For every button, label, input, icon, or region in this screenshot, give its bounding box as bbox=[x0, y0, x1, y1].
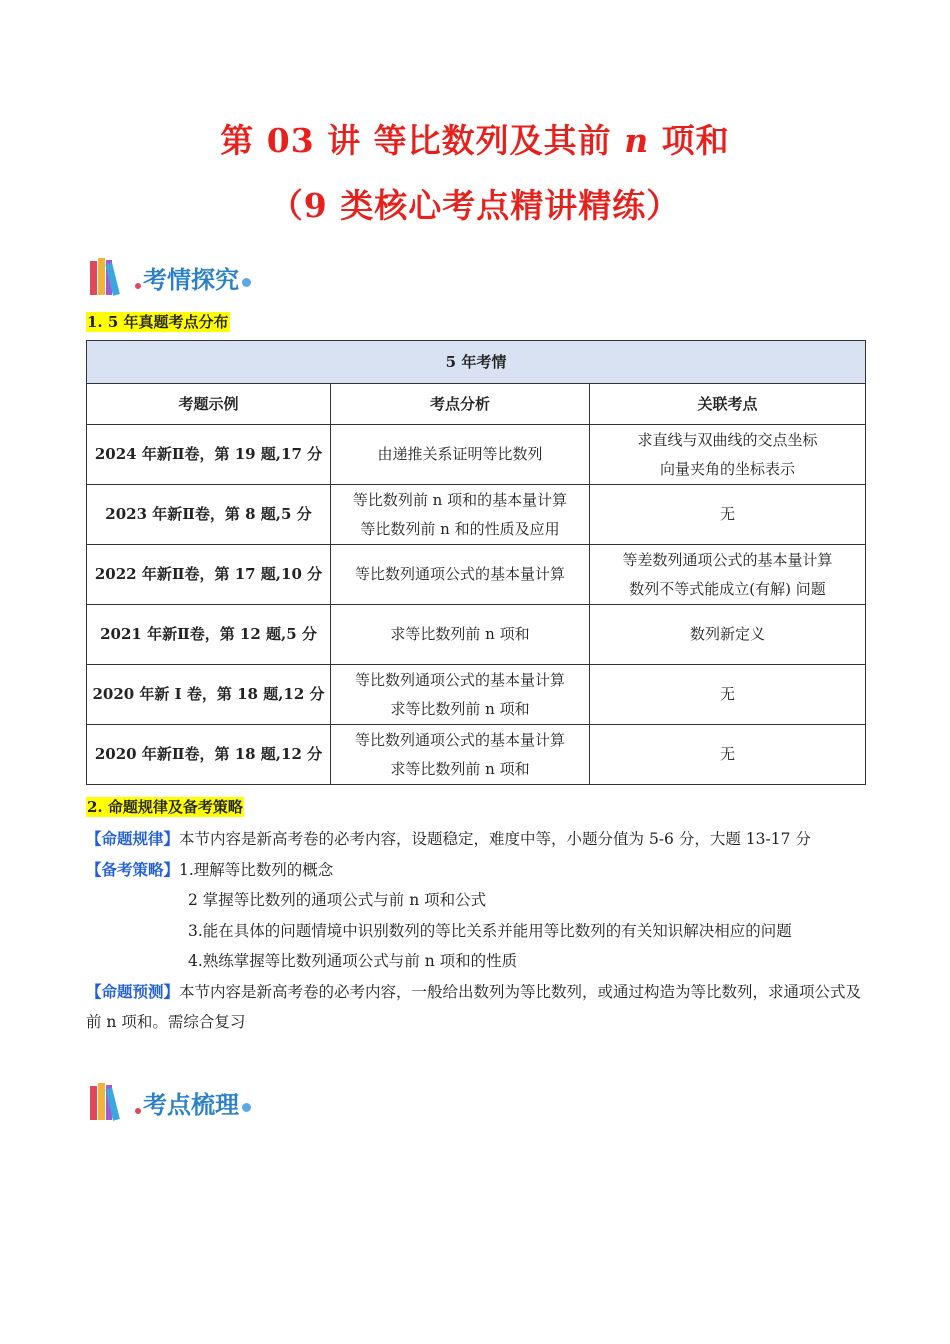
strategy-paragraph: 【备考策略】1.理解等比数列的概念 bbox=[86, 860, 334, 879]
table-cell: 等差数列通项公式的基本量计算 数列不等式能成立(有解) 问题 bbox=[590, 545, 866, 605]
page-title: 第 03 讲 等比数列及其前 n 项和 bbox=[220, 121, 730, 160]
table-cell: 2022 年新Ⅱ卷，第 17 题,10 分 bbox=[87, 545, 331, 605]
table-cell: 数列新定义 bbox=[590, 605, 866, 665]
banner-title: 考点梳理 bbox=[143, 1091, 239, 1119]
dot-icon bbox=[242, 278, 251, 287]
dot-icon bbox=[135, 1108, 141, 1114]
table-cell: 由递推关系证明等比数列 bbox=[331, 425, 590, 485]
table-cell: 无 bbox=[590, 485, 866, 545]
table-row bbox=[87, 725, 866, 785]
table-cell: 等比数列通项公式的基本量计算 求等比数列前 n 项和 bbox=[331, 665, 590, 725]
table-cell: 2024 年新Ⅱ卷，第 19 题,17 分 bbox=[87, 425, 331, 485]
section-heading-1: 1. 5 年真题考点分布 bbox=[87, 313, 229, 331]
table-row bbox=[87, 605, 866, 665]
table-cell: 2021 年新Ⅱ卷，第 12 题,5 分 bbox=[87, 605, 331, 665]
table-cell: 等比数列前 n 项和的基本量计算 等比数列前 n 和的性质及应用 bbox=[331, 485, 590, 545]
section-banner-exam-analysis bbox=[88, 253, 251, 297]
books-icon bbox=[88, 1080, 134, 1122]
table-row bbox=[87, 545, 866, 605]
table-cell: 等比数列通项公式的基本量计算 求等比数列前 n 项和 bbox=[331, 725, 590, 785]
table-cell: 求等比数列前 n 项和 bbox=[331, 605, 590, 665]
dot-icon bbox=[135, 283, 141, 289]
table-cell: 2020 年新Ⅱ卷，第 18 题,12 分 bbox=[87, 725, 331, 785]
section-heading-2: 2. 命题规律及备考策略 bbox=[87, 798, 243, 816]
table-row bbox=[87, 665, 866, 725]
strategy-item: 3.能在具体的问题情境中识别数列的等比关系并能用等比数列的有关知识解决相应的问题 bbox=[188, 922, 792, 940]
table-row bbox=[87, 485, 866, 545]
books-icon bbox=[88, 255, 134, 297]
table-cell: 求直线与双曲线的交点坐标 向量夹角的坐标表示 bbox=[590, 425, 866, 485]
table-cell: 2020 年新 I 卷，第 18 题,12 分 bbox=[87, 665, 331, 725]
dot-icon bbox=[242, 1103, 251, 1112]
table-cell: 2023 年新Ⅱ卷，第 8 题,5 分 bbox=[87, 485, 331, 545]
column-header: 考点分析 bbox=[331, 384, 590, 425]
table-caption: 5 年考情 bbox=[87, 341, 866, 384]
strategy-item: 2 掌握等比数列的通项公式与前 n 项和公式 bbox=[188, 891, 487, 909]
table-row bbox=[87, 425, 866, 485]
table-cell: 无 bbox=[590, 665, 866, 725]
page-subtitle: （9 类核心考点精讲精练） bbox=[269, 186, 681, 225]
table-cell: 无 bbox=[590, 725, 866, 785]
column-header: 考题示例 bbox=[87, 384, 331, 425]
strategy-item: 4.熟练掌握等比数列通项公式与前 n 项和的性质 bbox=[188, 952, 518, 970]
banner-title: 考情探究 bbox=[143, 266, 239, 294]
table-cell: 等比数列通项公式的基本量计算 bbox=[331, 545, 590, 605]
predict-paragraph: 【命题预测】本节内容是新高考卷的必考内容，一般给出数列为等比数列，或通过构造为等比数列，求通项公式及前 n 项和。需综合复习 bbox=[86, 982, 862, 1031]
exam-table bbox=[86, 340, 866, 785]
section-banner-knowledge bbox=[88, 1078, 251, 1122]
rule-paragraph: 【命题规律】本节内容是新高考卷的必考内容，设题稳定，难度中等，小题分值为 5-6 分，大题 13-17 分 bbox=[86, 829, 811, 848]
column-header: 关联考点 bbox=[590, 384, 866, 425]
